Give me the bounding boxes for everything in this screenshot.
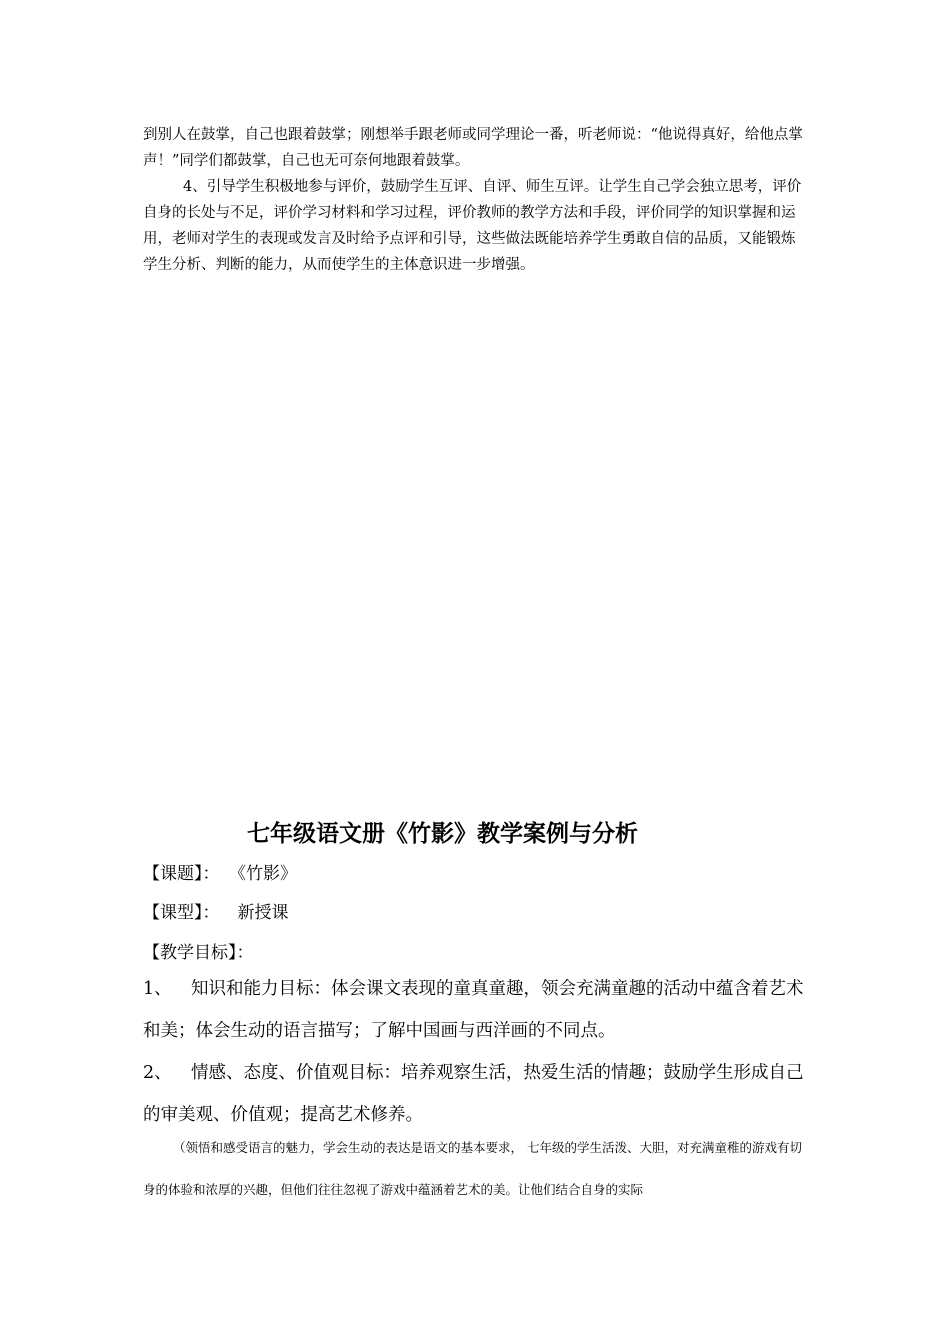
goal-number: 1、 bbox=[143, 979, 172, 999]
goal-text: 情感、态度、价值观目标：培养观察生活，热爱生活的情趣；鼓励学生形成自己的审美观、价值观；提高艺术修养。 bbox=[143, 1063, 804, 1125]
type-label: 【课型】： bbox=[143, 903, 220, 923]
analysis-note: （领悟和感受语言的魅力，学会生动的表达是语文的基本要求， 七年级的学生活泼、大胆，对充满童稚的游戏有切身的体验和浓厚的兴趣，但他们往往忽视了游戏中蕴涵着艺术的美。让他们结合自身的实际 bbox=[143, 1140, 802, 1197]
goal-item-1 bbox=[143, 968, 808, 1052]
goals-heading: 【教学目标】： bbox=[143, 943, 254, 963]
goal-number: 2、 bbox=[143, 1063, 172, 1083]
topic-field bbox=[143, 861, 297, 887]
topic-value: 《竹影》 bbox=[237, 864, 297, 884]
type-field bbox=[143, 900, 289, 926]
type-value: 新授课 bbox=[237, 903, 289, 923]
lesson-title: 七年级语文册《竹影》教学案例与分析 bbox=[247, 820, 638, 847]
goal-text: 知识和能力目标：体会课文表现的童真童趣，领会充满童趣的活动中蕴含着艺术和美；体会生动的语言描写；了解中国画与西洋画的不同点。 bbox=[143, 979, 804, 1041]
goal-item-2 bbox=[143, 1052, 808, 1136]
continuation-paragraph-1: 到别人在鼓掌，自己也跟着鼓掌；刚想举手跟老师或同学理论一番，听老师说：“他说得真好，给他点掌声！”同学们都鼓掌，自己也无可奈何地跟着鼓掌。 bbox=[143, 127, 803, 169]
topic-label: 【课题】： bbox=[143, 864, 220, 884]
continuation-paragraph-2: 4、引导学生积极地参与评价，鼓励学生互评、自评、师生互评。让学生自己学会独立思考，评价自身的长处与不足，评价学习材料和学习过程，评价教师的教学方法和手段，评价同学的知识掌握和运用，老师对学生的表现或发言及时给予点评和引导，这些做法既能培养学生勇敢自信的品质，又能锻炼学生分析、判断的能力，从而使学生的主体意识进一步增强。 bbox=[143, 179, 802, 273]
